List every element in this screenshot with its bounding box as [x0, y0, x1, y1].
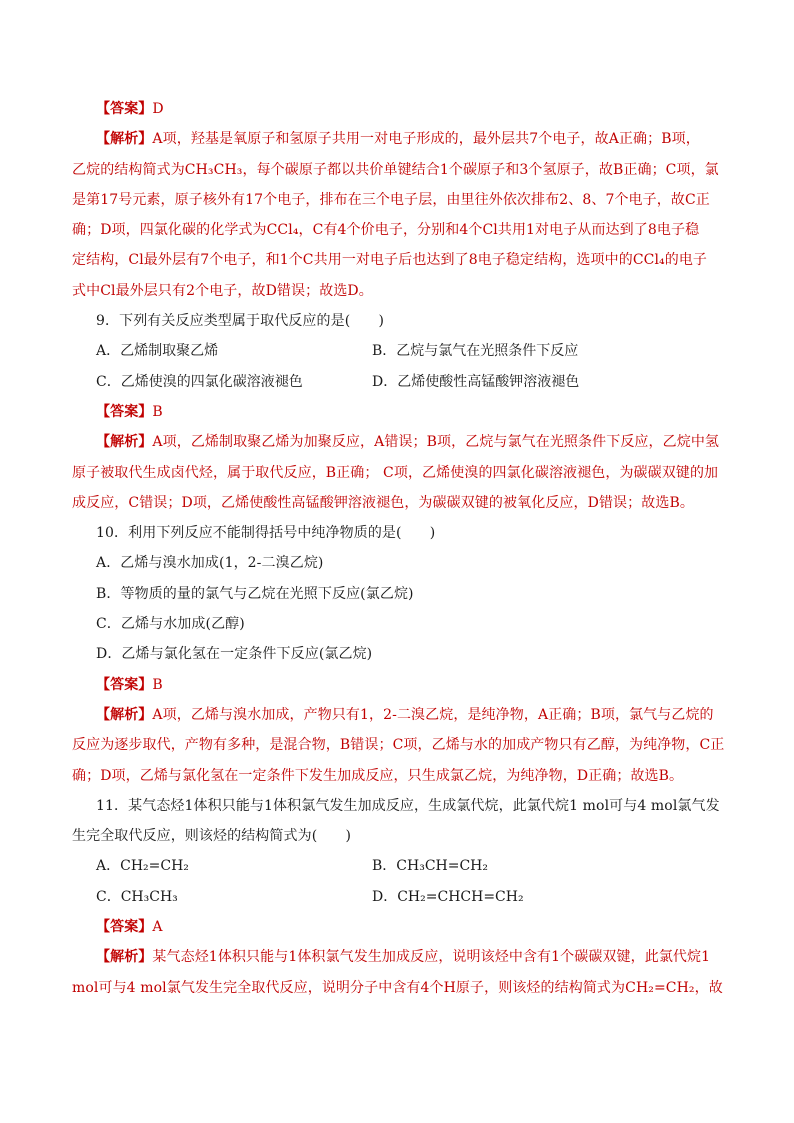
answer-label: 【答案】: [96, 101, 153, 117]
q10-option-b: B．等物质的量的氯气与乙烷在光照下反应(氯乙烷): [96, 585, 414, 602]
q8-answer-value: D: [152, 101, 164, 117]
q9-analysis-line: 原子被取代生成卤代烃，属于取代反应，B正确； C项，乙烯使溴的四氯化碳溶液褪色，为碳碳双键的加: [72, 464, 719, 481]
q11-answer-value: A: [152, 919, 163, 936]
q10-analysis-line: 【解析】A项，乙烯与溴水加成，产物只有1，2-二溴乙烷，是纯净物，A正确；B项，氯气与乙烷的: [96, 706, 714, 723]
q11-answer: [72, 912, 724, 942]
q8-analysis-line: 确；D项，四氯化碳的化学式为CCl₄，C有4个价电子，分别和4个Cl共用1对电子从而达到了8电子稳: [72, 222, 700, 239]
analysis-label: 【解析】: [96, 131, 153, 148]
q8-analysis-line: 【解析】A项，羟基是氧原子和氢原子共用一对电子形成的，最外层共7个电子，故A正确；B项，: [96, 131, 700, 148]
q11-option-a: A．CH₂=CH₂: [96, 858, 189, 875]
q9-analysis-line: 成反应，C错误；D项，乙烯使酸性高锰酸钾溶液褪色，为碳碳双键的被氧化反应，D错误；故选B。: [72, 494, 694, 511]
q9-answer: [72, 397, 724, 427]
q11-stem-line: 生完全取代反应，则该烃的结构简式为( ): [72, 828, 352, 845]
q10-answer-value: B: [152, 676, 163, 693]
q11-option-c: C．CH₃CH₃: [96, 888, 178, 905]
q8-analysis-line: 是第17号元素，原子核外有17个电子，排布在三个电子层，由里往外依次排布2、8、7个电子，故C正: [72, 191, 710, 208]
document-page: [72, 94, 724, 1003]
q8-analysis-line: 式中Cl最外层只有2个电子，故D错误；故选D。: [72, 282, 373, 299]
q9-option-a: A．乙烯制取聚乙烯: [96, 343, 219, 360]
analysis-label: 【解析】: [96, 949, 153, 966]
q9-options-row: [72, 367, 724, 397]
q10-option-d: D．乙烯与氯化氢在一定条件下反应(氯乙烷): [96, 646, 373, 663]
q8-analysis-line: 乙烷的结构简式为CH₃CH₃，每个碳原子都以共价单键结合1个碳原子和3个氢原子，故B正确；C项，氯: [72, 161, 719, 178]
q11-options-row: [72, 882, 724, 912]
q9-answer-value: B: [152, 403, 163, 420]
answer-label: 【答案】: [96, 403, 153, 420]
q11-analysis-line: 【解析】某气态烃1体积只能与1体积氯气发生加成反应，说明该烃中含有1个碳碳双键，此氯代烷1: [96, 949, 711, 966]
q10-option-c: C．乙烯与水加成(乙醇): [96, 616, 245, 633]
q10-stem: 10．利用下列反应不能制得括号中纯净物质的是( ): [96, 525, 436, 542]
q10-option-a: A．乙烯与溴水加成(1，2-二溴乙烷): [96, 555, 324, 572]
q9-analysis-line: 【解析】A项，乙烯制取聚乙烯为加聚反应，A错误；B项，乙烷与氯气在光照条件下反应，乙烷中氢: [96, 434, 720, 451]
answer-label: 【答案】: [96, 919, 153, 936]
q8-analysis-line: 定结构，Cl最外层有7个电子，和1个C共用一对电子后也达到了8电子稳定结构，选项中的CCl₄的电子: [72, 252, 708, 269]
q9-option-b: B．乙烷与氯气在光照条件下反应: [372, 343, 579, 360]
q10-analysis-line: 反应为逐步取代，产物有多种，是混合物，B错误；C项，乙烯与水的加成产物只有乙醇，为纯净物，C正: [72, 737, 724, 754]
answer-label: 【答案】: [96, 676, 153, 693]
q10-answer: [72, 670, 724, 700]
q11-option-b: B．CH₃CH=CH₂: [372, 858, 489, 875]
q11-option-d: D．CH₂=CHCH=CH₂: [372, 888, 524, 905]
q10-analysis-line: 确；D项，乙烯与氯化氢在一定条件下发生加成反应，只生成氯乙烷，为纯净物，D正确；故选B。: [72, 767, 684, 784]
q11-analysis-line: mol可与4 mol氯气发生完全取代反应，说明分子中含有4个H原子，则该烃的结构简式为CH₂=CH₂，故: [72, 979, 723, 996]
q9-stem: 9．下列有关反应类型属于取代反应的是( ): [96, 313, 385, 330]
q9-option-d: D．乙烯使酸性高锰酸钾溶液褪色: [372, 373, 580, 390]
analysis-label: 【解析】: [96, 434, 153, 451]
q9-options-row: [72, 336, 724, 366]
q11-options-row: [72, 851, 724, 881]
q8-answer: [72, 94, 724, 124]
analysis-label: 【解析】: [96, 706, 153, 723]
q11-stem-line: 11．某气态烃1体积只能与1体积氯气发生加成反应，生成氯代烷，此氯代烷1 mol可与4 mol氯气发: [96, 797, 720, 814]
q9-option-c: C．乙烯使溴的四氯化碳溶液褪色: [96, 373, 303, 390]
